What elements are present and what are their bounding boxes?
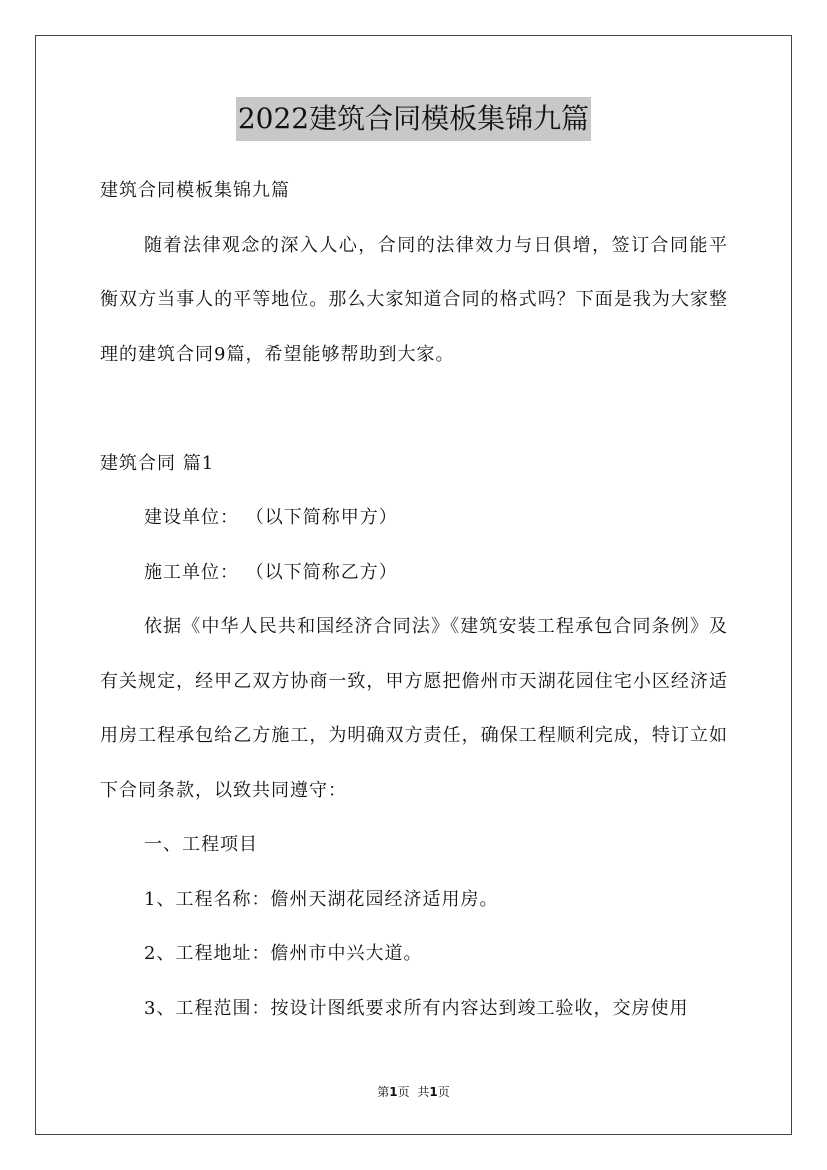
party-a-paragraph: 建设单位： （以下简称甲方） <box>144 507 398 528</box>
clause-item: 3、工程范围：按设计图纸要求所有内容达到竣工验收，交房使用 <box>144 997 689 1019</box>
clause-item: 2、工程地址：儋州市中兴大道。 <box>144 943 423 964</box>
clause-heading: 一、工程项目 <box>144 834 258 855</box>
basis-paragraph: 依据《中华人民共和国经济合同法》《建筑安装工程承包合同条例》及有关规定，经甲乙双方协商一致，甲方愿把儋州市天湖花园住宅小区经济适用房工程承包给乙方施工，为明确双方责任，确保工程顺利完成，特订立如下合同条款，以致共同遵守： <box>100 616 728 801</box>
title-container <box>0 97 827 141</box>
total-suffix: 页 <box>437 1085 450 1099</box>
subtitle-paragraph: 建筑合同模板集锦九篇 <box>100 180 290 201</box>
document-title: 2022建筑合同模板集锦九篇 <box>236 97 591 141</box>
page-suffix: 页 <box>397 1085 410 1099</box>
intro-paragraph: 随着法律观念的深入人心，合同的法律效力与日俱增，签订合同能平衡双方当事人的平等地位。那么大家知道合同的格式吗？下面是我为大家整理的建筑合同9篇，希望能够帮助到大家。 <box>100 234 728 365</box>
total-pages: 1 <box>429 1085 438 1099</box>
page-footer <box>0 1083 827 1101</box>
document-body <box>100 164 728 1036</box>
blank-line <box>100 382 728 437</box>
page-number: 1 <box>389 1085 398 1099</box>
clause-item: 1、工程名称：儋州天湖花园经济适用房。 <box>144 888 499 910</box>
page-prefix: 第 <box>377 1085 390 1099</box>
party-b-paragraph: 施工单位： （以下简称乙方） <box>144 561 398 583</box>
total-prefix: 共 <box>417 1085 430 1099</box>
section-heading: 建筑合同 篇1 <box>100 452 215 474</box>
